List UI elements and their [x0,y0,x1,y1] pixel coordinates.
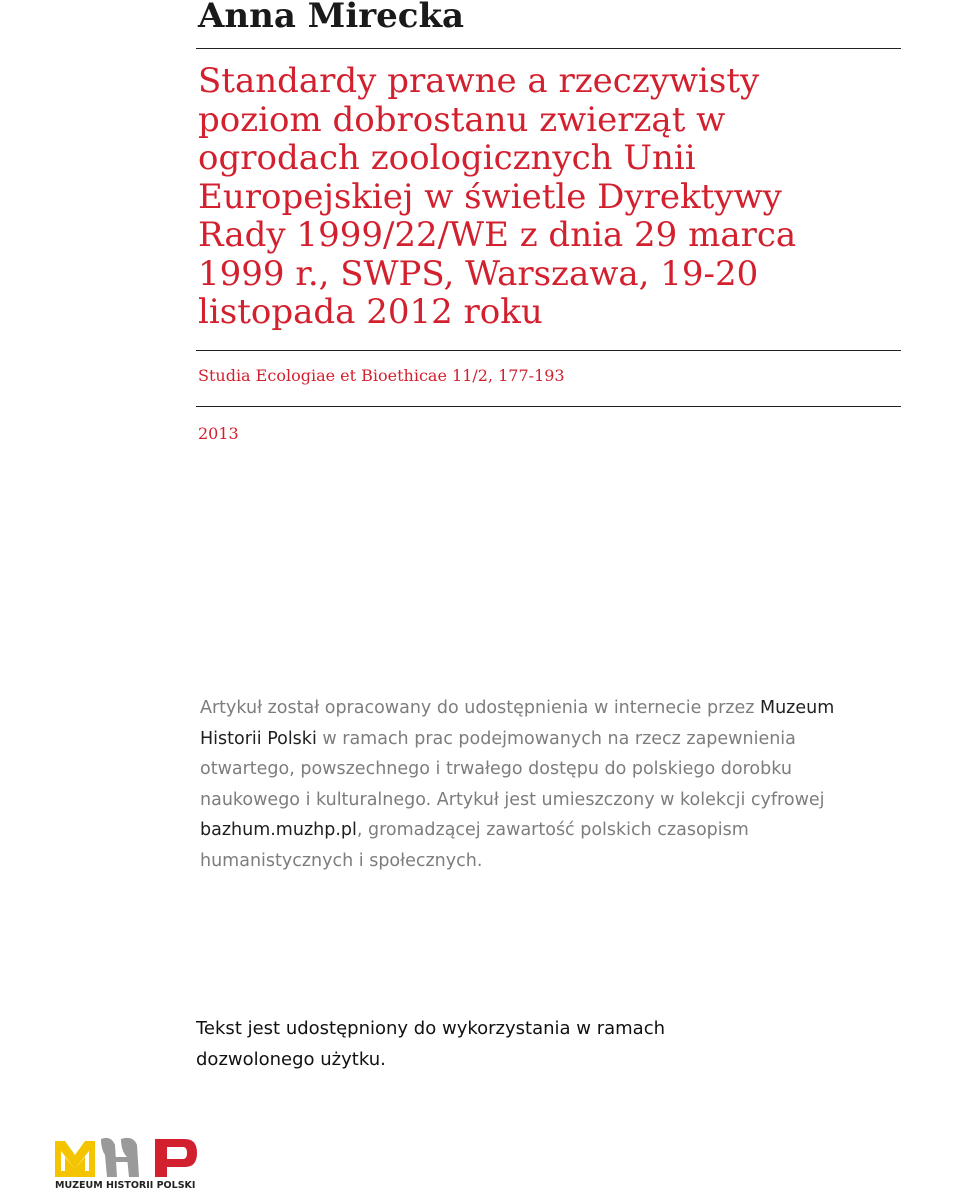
author-name: Anna Mirecka [198,0,465,36]
collection-link[interactable]: bazhum.muzhp.pl [200,820,357,840]
journal-citation: Studia Ecologiae et Bioethicae 11/2, 177-193 [198,366,565,385]
article-title: Standardy prawne a rzeczywisty poziom dobrostanu zwierząt w ogrodach zoologicznych Unii Europejskiej w świetle Dyrektywy Rady 1999/22/WE z dnia 29 marca 1999 r., SWPS, Warszawa, 19-20 listopada 2012 roku [198,61,797,332]
notice-text-2: w ramach prac podejmowanych na rzecz zapewnienia otwartego, powszechnego i trwałego dostępu do polskiego dorobku naukowego i kulturalnego. Artykuł jest umieszczony w kolekcji cyfrowej [200,728,825,810]
notice-text-3: , gromadzącej zawartość polskich czasopism humanistycznych i społecznych. [200,820,749,871]
museum-logo-mark-icon [55,1135,205,1183]
journal-divider [196,406,901,407]
institution-name: Muzeum Historii Polski [200,698,835,749]
license-notice: Tekst jest udostępniony do wykorzystania w ramach dozwolonego użytku. [196,1018,666,1070]
availability-notice [200,693,890,876]
title-divider [196,350,901,351]
logo-caption: MUZEUM HISTORII POLSKI [55,1180,196,1191]
top-divider [196,48,901,49]
notice-text-1: Artykuł został opracowany do udostępnienia w internecie przez [200,698,760,718]
publication-year: 2013 [198,424,239,443]
